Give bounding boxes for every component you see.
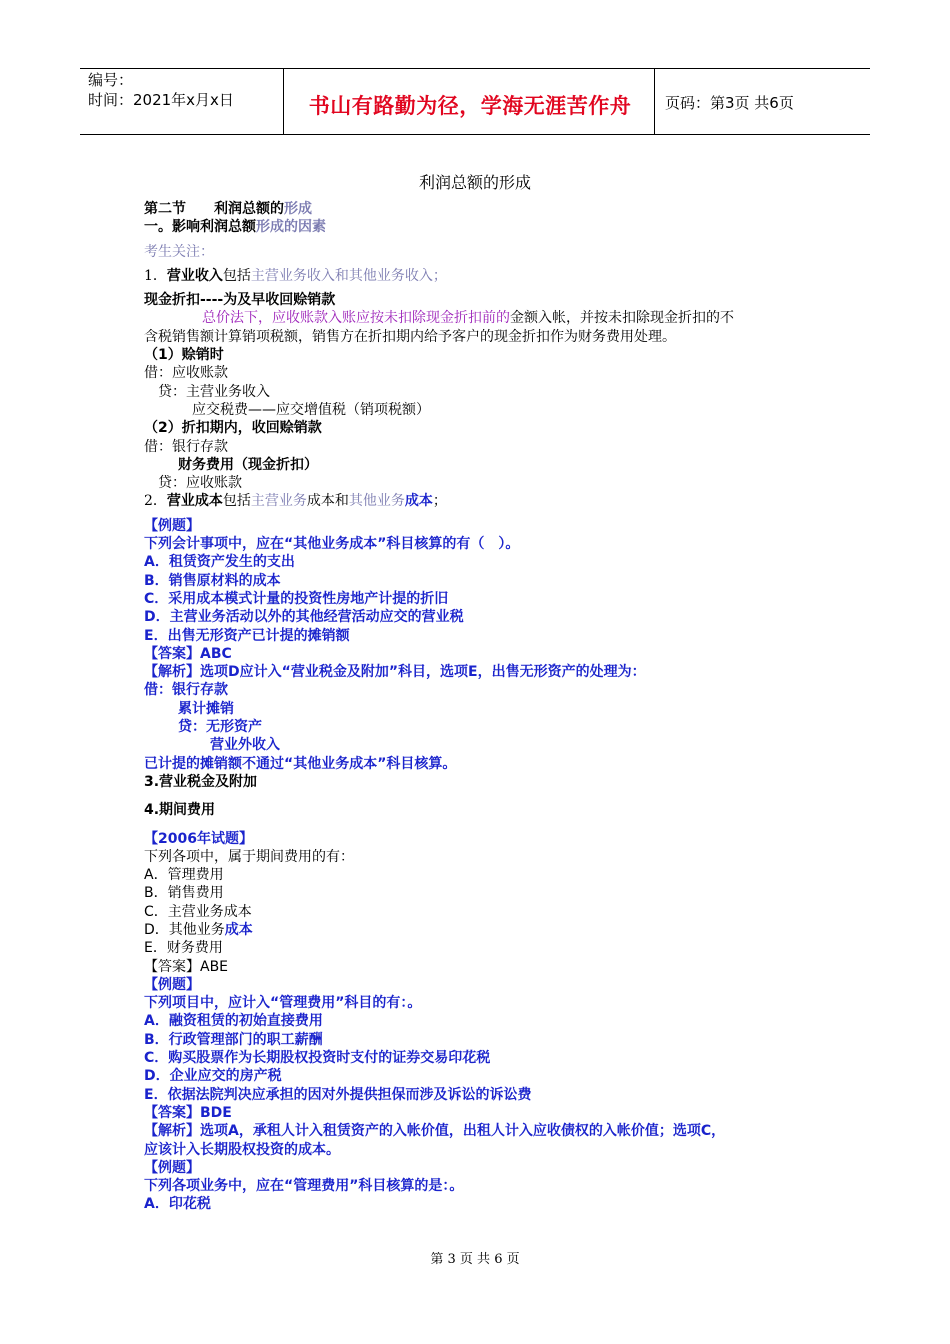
example-1-tag: 【例题】: [144, 517, 200, 534]
point-2: 2．营业成本包括主营业务成本和其他业务成本；: [144, 493, 447, 510]
page-footer: 第 3 页 共 6 页: [430, 1252, 520, 1267]
example-1-analysis: 【解析】选项D应计入“营业税金及附加”科目，选项E，出售无形资产的处理为：: [144, 664, 646, 681]
entry-2-debit-2: 财务费用（现金折扣）: [178, 456, 318, 473]
example-3-answer: 【答案】BDE: [144, 1104, 232, 1121]
point-1: 1．营业收入包括主营业务收入和其他业务收入；: [144, 267, 447, 284]
example-2-option-e: E．财务费用: [144, 940, 223, 957]
example-1-option-d: D．主营业务活动以外的其他经营活动应交的营业税: [144, 609, 464, 626]
section-heading: 第二节 利润总额的形成: [144, 201, 312, 217]
entry-2-title: （2）折扣期内，收回赊销款: [144, 420, 322, 437]
example-3-option-c: C．购买股票作为长期股权投资时支付的证券交易印花税: [144, 1050, 491, 1067]
example-3-option-b: B．行政管理部门的职工薪酬: [144, 1031, 323, 1048]
example-1-option-b: B．销售原材料的成本: [144, 572, 281, 589]
example-2-option-d: D．其他业务成本: [144, 921, 253, 938]
entry-1-credit-2: 应交税费——应交增值税（销项税额）: [192, 401, 430, 418]
example-4-tag: 【例题】: [144, 1159, 200, 1176]
example-3-option-d: D．企业应交的房产税: [144, 1068, 282, 1085]
example-1-answer: 【答案】ABC: [144, 645, 232, 662]
header-top-rule: [80, 68, 870, 69]
example-2-option-b: B．销售费用: [144, 885, 224, 902]
example-1-note: 已计提的摊销额不通过“其他业务成本”科目核算。: [144, 755, 457, 772]
cash-discount-line-2: 含税销售额计算销项税额，销售方在折扣期内给予客户的现金折扣作为财务费用处理。: [144, 328, 676, 345]
example-2-question: 下列各项中，属于期间费用的有：: [144, 848, 354, 865]
entry-1-credit: 贷：主营业务收入: [158, 383, 270, 400]
notice-label: 考生关注：: [144, 243, 214, 260]
header-left-cell: [88, 70, 234, 110]
example-4-option-a: A．印花税: [144, 1196, 211, 1213]
header-bottom-rule: [80, 134, 870, 135]
header-divider-1: [283, 68, 284, 135]
entry-1-debit: 借：应收账款: [144, 365, 228, 382]
entry-2-debit: 借：银行存款: [144, 438, 228, 455]
example-3-option-e: E．依据法院判决应承担的因对外提供担保而涉及诉讼的诉讼费: [144, 1086, 532, 1103]
example-1-journal-debit-2: 累计摊销: [178, 700, 234, 717]
page-header: [80, 68, 870, 135]
example-2-tag: 【2006年试题】: [144, 830, 253, 847]
example-3-option-a: A．融资租赁的初始直接费用: [144, 1013, 323, 1030]
example-3-question: 下列项目中，应计入“管理费用”科目的有：。: [144, 995, 422, 1012]
cash-discount-line-1: 总价法下，应收账款入账应按未扣除现金折扣前的金额入帐，并按未扣除现金折扣的不: [202, 310, 734, 327]
header-motto: 书山有路勤为径，学海无涯苦作舟: [308, 94, 632, 118]
point-3: 3.营业税金及附加: [144, 773, 258, 790]
entry-2-credit: 贷：应收账款: [158, 475, 242, 492]
example-1-journal-credit: 贷：无形资产: [178, 719, 262, 736]
example-1-journal-credit-2: 营业外收入: [210, 737, 280, 754]
sub-heading-1: 一。影响利润总额形成的因素: [144, 219, 326, 236]
example-3-analysis-2: 应该计入长期股权投资的成本。: [144, 1141, 340, 1158]
point-4: 4.期间费用: [144, 802, 216, 819]
entry-1-title: （1）赊销时: [144, 347, 224, 364]
time-label: 时间：2021年x月x日: [88, 91, 234, 109]
doc-body: [144, 200, 844, 1214]
cash-discount-heading: 现金折扣----为及早收回赊销款: [144, 292, 336, 309]
example-2-answer: 【答案】ABE: [144, 958, 229, 975]
example-3-analysis-1: 【解析】选项A，承租人计入租赁资产的入帐价值，出租人计入应收债权的入帐价值；选项C，: [144, 1123, 726, 1140]
number-label: 编号：: [88, 71, 134, 89]
example-1-option-c: C．采用成本模式计量的投资性房地产计提的折旧: [144, 590, 449, 607]
example-2-option-a: A．管理费用: [144, 867, 224, 884]
doc-title: 利润总额的形成: [418, 173, 531, 192]
example-1-journal-debit: 借：银行存款: [144, 682, 228, 699]
example-1-option-a: A．租赁资产发生的支出: [144, 554, 295, 571]
example-1-option-e: E．出售无形资产已计提的摊销额: [144, 627, 350, 644]
example-3-tag: 【例题】: [144, 976, 200, 993]
example-4-question: 下列各项业务中，应在“管理费用”科目核算的是：。: [144, 1178, 464, 1195]
header-page-info: 页码：第3页 共6页: [665, 94, 794, 112]
example-2-option-c: C．主营业务成本: [144, 903, 252, 920]
example-1-question: 下列会计事项中，应在“其他业务成本”科目核算的有（ ）。: [144, 536, 520, 553]
